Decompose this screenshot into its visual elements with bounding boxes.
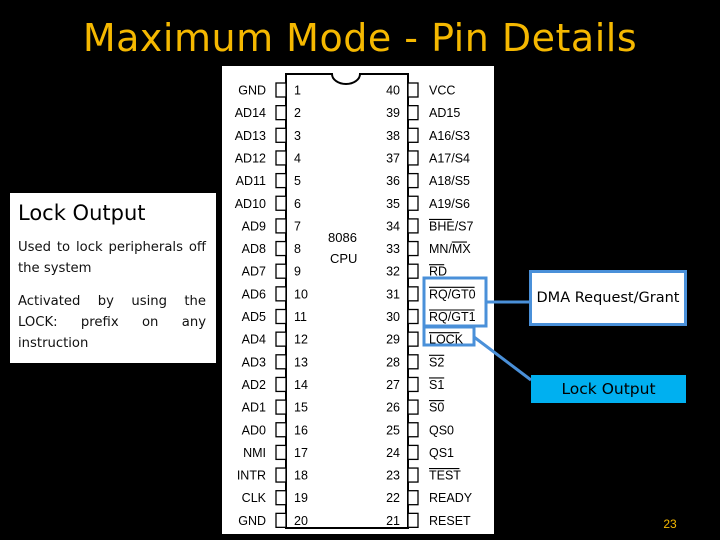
pin-lead [276, 332, 286, 346]
pin-label: BHE/S7 [429, 219, 474, 234]
pin-number: 21 [386, 513, 400, 528]
pin-number: 40 [386, 83, 400, 98]
pin-number: 37 [386, 151, 400, 166]
pin-number: 14 [294, 377, 308, 392]
pin-number: 13 [294, 355, 308, 370]
pin-left-10 [242, 287, 308, 302]
pin-lead [408, 196, 418, 210]
pin-right-23 [386, 468, 461, 483]
pin-lead [408, 332, 418, 346]
pin-label: AD1 [241, 400, 266, 415]
pin-right-27 [386, 377, 444, 392]
pin-number: 38 [386, 128, 400, 143]
pin-lead [276, 242, 286, 256]
pin-number: 23 [386, 468, 400, 483]
pin-right-33 [386, 242, 471, 256]
pin-lead [408, 174, 418, 188]
pin-left-12 [242, 332, 308, 347]
pin-number: 20 [294, 513, 308, 528]
chip-svg [222, 66, 494, 534]
pin-number: 16 [294, 423, 308, 438]
pin-number: 33 [386, 242, 400, 257]
pin-number: 11 [294, 310, 307, 324]
pin-lead [276, 468, 286, 482]
pin-label: AD14 [234, 106, 266, 121]
pin-lead [276, 106, 286, 120]
pin-lead [276, 513, 286, 527]
pin-number: 28 [386, 355, 400, 370]
pin-lead [276, 83, 286, 97]
pin-right-24 [386, 445, 454, 460]
info-paragraph-1: Used to lock peripherals off the system [18, 240, 206, 276]
pin-label: S0 [429, 400, 445, 415]
pin-number: 3 [294, 128, 301, 143]
pin-left-17 [243, 445, 308, 460]
pin-lead [408, 242, 418, 256]
pin-label: A17/S4 [429, 151, 471, 166]
pin-lead [408, 513, 418, 527]
pin-left-11 [242, 310, 307, 325]
pin-label: AD4 [241, 332, 266, 347]
pin-lead [276, 151, 286, 165]
pin-right-31 [386, 287, 475, 302]
pin-lead [276, 310, 286, 324]
pin-lead [408, 83, 418, 97]
pin-diagram [222, 66, 494, 534]
pin-number: 36 [386, 174, 400, 189]
pin-label: AD11 [235, 174, 266, 189]
pin-lead [276, 174, 286, 188]
pin-left-14 [242, 377, 308, 392]
pin-lead [408, 264, 418, 278]
pin-lead [408, 219, 418, 233]
pin-label: RQ/GT0 [429, 287, 476, 302]
pin-label: AD3 [241, 355, 266, 370]
pin-right-25 [386, 423, 454, 438]
pin-right-21 [386, 513, 471, 528]
pin-number: 35 [386, 196, 400, 211]
pin-label: LOCK [429, 332, 464, 347]
pin-label: AD13 [234, 128, 266, 143]
pin-label: AD0 [241, 423, 266, 438]
pin-label: VCC [429, 83, 456, 98]
pin-lead [408, 445, 418, 459]
pin-label: QS0 [429, 423, 455, 438]
pin-lead [408, 106, 418, 120]
pin-label: A16/S3 [429, 128, 471, 143]
chip-name: 8086 [328, 230, 357, 245]
dma-request-grant-callout [529, 270, 687, 326]
page-number: 23 [663, 517, 677, 531]
pin-label: A18/S5 [429, 174, 471, 189]
pin-number: 29 [386, 332, 400, 347]
info-box-title: Lock Output [18, 201, 146, 225]
pin-label: AD10 [234, 196, 266, 211]
pin-number: 22 [386, 491, 400, 506]
pin-label: NMI [243, 445, 266, 460]
pin-number: 7 [294, 219, 301, 234]
pin-number: 10 [294, 287, 308, 302]
pin-number: 12 [294, 332, 308, 347]
pin-right-38 [386, 128, 470, 143]
pin-lead [276, 491, 286, 505]
pin-lead [408, 287, 418, 301]
pin-lead [408, 400, 418, 414]
pin-number: 31 [386, 287, 400, 302]
pin-label: CLK [241, 491, 266, 506]
pin-label: S1 [429, 377, 445, 392]
pin-lead [276, 196, 286, 210]
pin-number: 17 [294, 445, 308, 460]
pin-lead [276, 377, 286, 391]
pin-label: AD7 [241, 264, 266, 279]
pin-number: 39 [386, 106, 400, 121]
pin-left-19 [242, 491, 308, 506]
pin-lead [276, 355, 286, 369]
pin-number: 32 [386, 264, 400, 279]
pin-lead [276, 128, 286, 142]
pin-lead [276, 287, 286, 301]
pin-label: GND [238, 513, 266, 528]
lock-output-info-box [10, 193, 216, 363]
pin-label: INTR [236, 468, 266, 483]
pin-label: MN/MX [429, 242, 471, 257]
pin-lead [276, 423, 286, 437]
pin-label: AD2 [241, 377, 266, 392]
pin-number: 30 [386, 310, 400, 324]
pin-lead [408, 377, 418, 391]
pin-label: RQ/GT1 [429, 310, 476, 324]
pin-label: AD6 [241, 287, 266, 302]
pin-right-37 [386, 151, 470, 166]
pin-right-34 [386, 219, 473, 234]
pin-lead [408, 151, 418, 165]
pin-lead [408, 491, 418, 505]
pin-left-16 [242, 423, 308, 438]
pin-number: 5 [294, 174, 301, 189]
pin-left-13 [242, 355, 308, 370]
pin-label: AD12 [234, 151, 266, 166]
pin-lead [276, 264, 286, 278]
pin-number: 27 [386, 377, 400, 392]
pin-lead [276, 400, 286, 414]
pin-number: 34 [386, 219, 400, 234]
pin-right-35 [386, 196, 470, 211]
pin-label: GND [238, 83, 266, 98]
lock-output-callout [531, 375, 686, 403]
pin-lead [276, 445, 286, 459]
pin-number: 1 [294, 83, 301, 98]
pin-label: AD15 [429, 106, 461, 121]
pin-number: 9 [294, 264, 301, 279]
pin-lead [408, 423, 418, 437]
pin-label: QS1 [429, 445, 455, 460]
pin-label: AD8 [241, 242, 266, 257]
pin-number: 2 [294, 106, 301, 121]
pin-number: 8 [294, 242, 301, 257]
pin-right-36 [386, 174, 470, 189]
chip-subtitle: CPU [330, 251, 358, 266]
pin-label: AD5 [241, 310, 266, 324]
pin-number: 25 [386, 423, 400, 438]
pin-number: 26 [386, 400, 400, 415]
pin-lead [408, 468, 418, 482]
pin-right-40 [386, 83, 455, 98]
pin-right-39 [386, 106, 460, 121]
pin-label: AD9 [241, 219, 266, 234]
pin-lead [408, 310, 418, 324]
pin-lead [408, 355, 418, 369]
pin-label: RD [429, 264, 448, 279]
pin-number: 15 [294, 400, 308, 415]
pin-right-22 [386, 491, 473, 506]
pin-number: 6 [294, 196, 301, 211]
slide-title: Maximum Mode - Pin Details [82, 16, 638, 60]
lock-callout-label: Lock Output [561, 380, 656, 398]
pin-label: READY [429, 491, 473, 506]
pin-label: S2 [429, 355, 445, 370]
pin-label: RESET [429, 513, 471, 528]
pin-lead [408, 128, 418, 142]
pin-lead [276, 219, 286, 233]
pin-label: A19/S6 [429, 196, 471, 211]
pin-label: TEST [429, 468, 461, 483]
pin-number: 4 [294, 151, 301, 166]
pin-number: 18 [294, 468, 308, 483]
pin-left-20 [238, 513, 308, 528]
dma-callout-label: DMA Request/Grant [536, 290, 680, 306]
pin-left-15 [242, 400, 308, 415]
pin-right-30 [386, 310, 475, 325]
pin-right-26 [386, 400, 444, 415]
pin-left-18 [237, 468, 308, 483]
pin-right-28 [386, 355, 444, 370]
info-paragraph-2: Activated by using the LOCK: prefix on any instruction [18, 294, 206, 351]
pin-number: 24 [386, 445, 400, 460]
pin-number: 19 [294, 491, 308, 506]
